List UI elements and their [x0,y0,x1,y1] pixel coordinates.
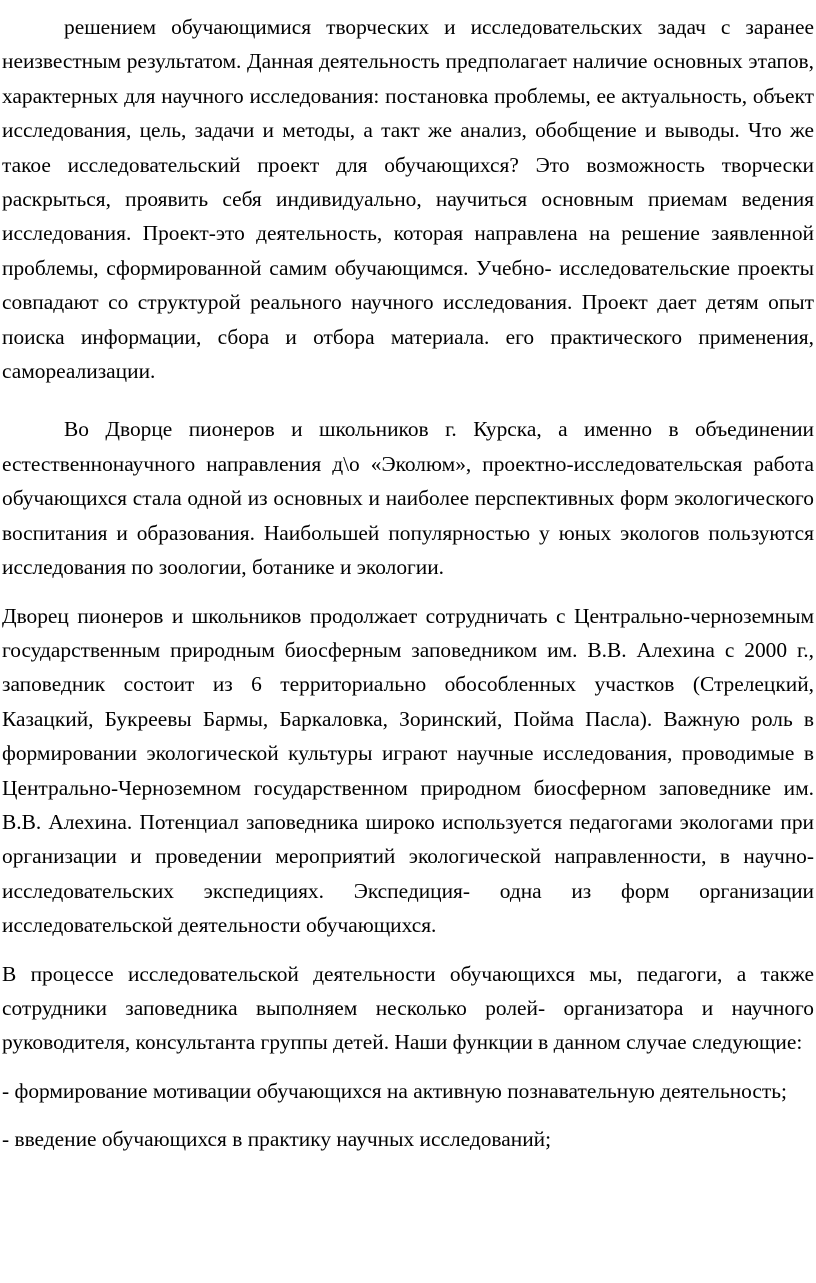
paragraph-research-project: решением обучающимися творческих и исследовательских задач с заранее неизвестным результатом. Данная деятельность предполагает наличие основных этапов, характерных для научного исследования: постановка проблемы, ее актуальность, объект исследования, цель, задачи и методы, а такт же анализ, обобщение и выводы. Что же такое исследовательский проект для обучающихся? Это возможность творчески раскрыться, проявить себя индивидуально, научиться основным приемам ведения исследования. Проект-это деятельность, которая направлена на решение заявленной проблемы, сформированной самим обучающимся. Учебно- исследовательские проекты совпадают со структурой реального научного исследования. Проект дает детям опыт поиска информации, сбора и отбора материала. его практического применения, самореализации. [2,15,814,384]
paragraph-palace-ecolum: Во Дворце пионеров и школьников г. Курска, а именно в объединении естественнонаучного направления д\о «Эколюм», проектно-исследовательская работа обучающихся стала одной из основных и наиболее перспективных форм экологического воспитания и образования. Наибольшей популярностью у юных экологов пользуются исследования по зоологии, ботанике и экологии. [2,417,814,580]
paragraph-teacher-roles: В процессе исследовательской деятельности обучающихся мы, педагоги, а также сотрудники заповедника выполняем несколько ролей- организатора и научного руководителя, консультанта группы детей. Наши функции в данном случае следующие: [2,961,814,1055]
list-item-motivation: - формирование мотивации обучающихся на активную познавательную деятельность; [2,1078,787,1103]
paragraph-reserve-cooperation: Дворец пионеров и школьников продолжает сотрудничать с Центрально-черноземным государственным природным биосферным заповедником им. В.В. Алехина с 2000 г., заповедник состоит из 6 территориально обособленных участков (Стрелецкий, Казацкий, Букреевы Бармы, Баркаловка, Зоринский, Пойма Пасла). Важную роль в формировании экологической культуры играют научные исследования, проводимые в Центрально-Черноземном государственном природном биосферном заповеднике им. В.В. Алехина. Потенциал заповедника широко используется педагогами экологами при организации и проведении мероприятий экологической направленности, в научно-исследовательских экспедициях. Экспедиция- одна из форм организации исследовательской деятельности обучающихся. [2,603,814,938]
list-item-research-practice: - введение обучающихся в практику научных исследований; [2,1127,552,1152]
